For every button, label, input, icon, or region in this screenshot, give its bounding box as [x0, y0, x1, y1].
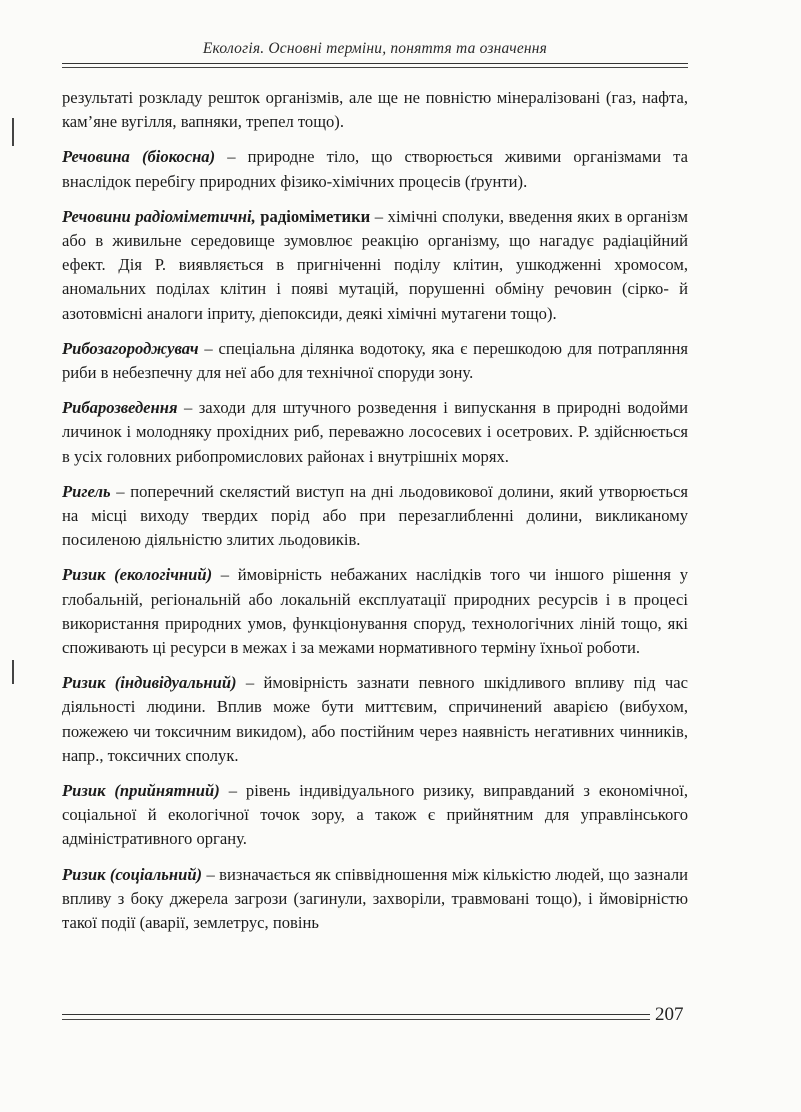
page-body [62, 86, 688, 946]
term: Ригель [62, 481, 111, 501]
margin-mark [12, 118, 14, 146]
term: Ризик (соціальний) [62, 864, 203, 884]
term: Ризик (індивідуальний) [62, 673, 237, 693]
header-rule [62, 63, 688, 64]
paragraph [62, 337, 688, 385]
definition: – поперечний скелястий виступ на дні льодовикової долини, який утворюється на місці виходу твердих порід або при перезаглибленні долини, викликаному посиленою діяльністю злитих льодовиків. [62, 481, 688, 550]
paragraph [62, 563, 688, 660]
paragraph [62, 480, 688, 553]
page-number: 207 [655, 1004, 684, 1025]
header-rule-thin [62, 67, 688, 68]
definition: – визначається як співвідношення між кількістю людей, що зазнали впливу з боку джерела загрози (загинули, захворіли, травмовані тощо), і ймовірністю такої події (аварії, землетрус, повінь [62, 864, 688, 933]
paragraph [62, 671, 688, 768]
footer-rule [62, 1014, 650, 1015]
term: Речовина (біокосна) [62, 147, 216, 167]
term: Речовини радіоміметичні, [62, 206, 256, 226]
definition: – заходи для штучного розведення і випускання в природні водойми личинок і молодняку прохідних риб, переважно лососевих і осетрових. Р. здійснюється в усіх головних рибопромислових районах і внутрішніх морях. [62, 398, 688, 466]
definition: – ймовірність зазнати певного шкідливого впливу під час діяльності людини. Вплив може бути миттєвим, спричинений аварією (вибухом, пожежею чи токсичним викидом), або постійним через наявність негативних чинників, напр., токсичних сполук. [62, 673, 688, 765]
footer-rule-thin [62, 1019, 650, 1020]
paragraph [62, 396, 688, 469]
term: Ризик (прийнятний) [62, 781, 220, 801]
paragraph [62, 145, 688, 193]
definition: – природне тіло, що створюється живими організмами та внаслідок перебігу природних фізико-хімічних процесів (ґрунти). [62, 147, 688, 191]
paragraph [62, 779, 688, 852]
definition: – рівень індивідуального ризику, виправданий з економічної, соціальної й екологічної точок зору, а також є прийнятним для управлінського адміністративного органу. [62, 781, 689, 849]
paragraph: результаті розкладу решток організмів, але ще не повністю мінералізовані (газ, нафта, кам’яне вугілля, вапняки, трепел тощо). [62, 88, 688, 132]
term: Ризик (екологічний) [62, 565, 213, 585]
term-synonym: радіоміметики [255, 206, 371, 226]
margin-mark [12, 660, 14, 684]
definition: – спеціальна ділянка водотоку, яка є перешкодою для потрапляння риби в небезпечну для неї або для технічної споруди зону. [62, 338, 688, 383]
term: Рибозагороджувач [62, 338, 199, 358]
definition: – хімічні сполуки, введення яких в організм або в живильне середовище зумовлює реакцію організму, що нагадує радіаційний ефект. Дія Р. виявляється в пригніченні поділу клітин, ушкодженні хромосом, аномальних поділах клітин і появі мутацій, порушенні обміну речовин (сірко- й азотовмісні аналоги іприту, діепоксиди, деякі хімічні мутагени тощо). [62, 206, 688, 323]
paragraph [62, 863, 688, 936]
definition: – ймовірність небажаних наслідків того чи іншого рішення у глобальній, регіональній або локальній експлуатації природних ресурсів і в процесі використання природних умов, функціонування споруд, технологічних ліній тощо, які споживають ці ресурси в межах і за межами нормативного терміну їхньої роботи. [62, 565, 688, 658]
running-title: Екологія. Основні терміни, поняття та означення [202, 40, 548, 57]
paragraph [62, 205, 688, 326]
term: Рибарозведення [62, 398, 178, 418]
